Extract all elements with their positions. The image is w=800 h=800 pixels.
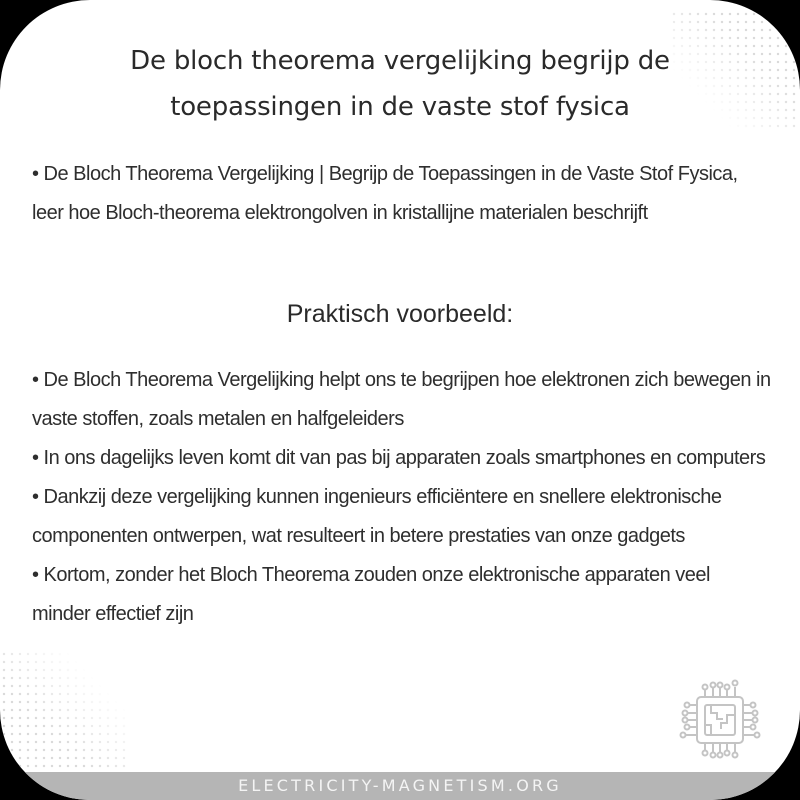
bullet-list (32, 361, 772, 634)
list-item: • Dankzij deze vergelijking kunnen ingenieurs efficiëntere en snellere elektronische componenten ontwerpen, wat resulteert in betere prestaties van onze gadgets (32, 486, 722, 547)
list-item: • In ons dagelijks leven komt dit van pas bij apparaten zoals smartphones en computers (32, 447, 766, 469)
section-heading: Praktisch voorbeeld: (286, 300, 514, 328)
list-item: • De Bloch Theorema Vergelijking helpt ons te begrijpen hoe elektronen zich bewegen in vaste stoffen, zoals metalen en halfgeleiders (32, 369, 771, 430)
circuit-chip-icon (675, 675, 765, 765)
intro-paragraph: • De Bloch Theorema Vergelijking | Begrijp de Toepassingen in de Vaste Stof Fysica, leer hoe Bloch-theorema elektrongolven in kristallijne materialen beschrijft (32, 163, 738, 224)
list-item: • Kortom, zonder het Bloch Theorema zouden onze elektronische apparaten veel minder effectief zijn (32, 564, 710, 625)
dot-pattern-decoration (0, 650, 130, 770)
page-title: De bloch theorema vergelijking begrijp de toepassingen in de vaste stof fysica (130, 46, 670, 122)
footer-site-name: ELECTRICITY-MAGNETISM.ORG (0, 772, 800, 800)
